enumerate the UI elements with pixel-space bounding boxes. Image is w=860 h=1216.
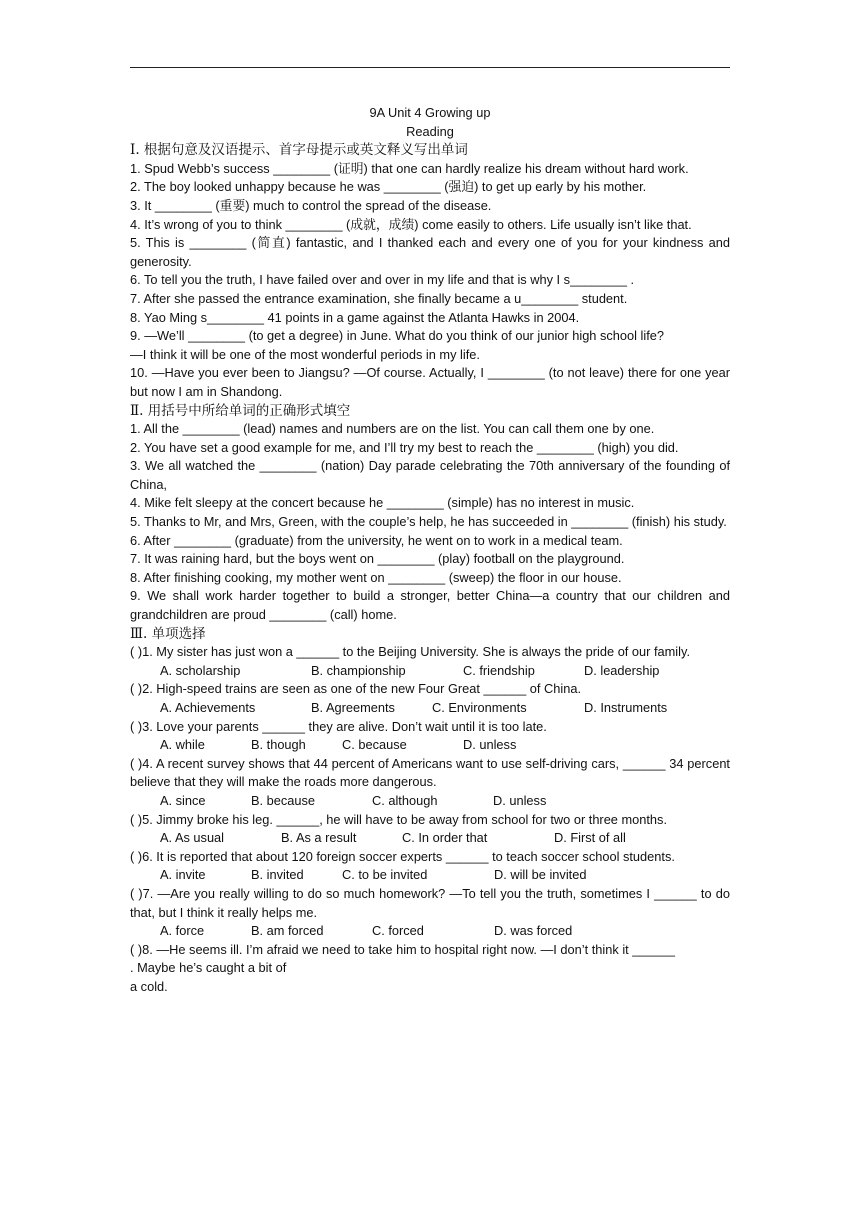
s2-question-8: 8. After finishing cooking, my mother went on ________ (sweep) the floor in our house. xyxy=(130,569,622,585)
section-1-heading: Ⅰ. 根据句意及汉语提示、首字母提示或英文释义写出单词 xyxy=(130,142,468,159)
option-d: D. will be invited xyxy=(494,867,587,883)
s2-question-1: 1. All the ________ (lead) names and numbers are on the list. You can call them one by one. xyxy=(130,421,655,437)
s2-question-6: 6. After ________ (graduate) from the university, he went on to work in a medical team. xyxy=(130,532,623,548)
document-subtitle: Reading xyxy=(406,123,454,139)
option-d: D. was forced xyxy=(494,923,573,939)
option-a: A. invite xyxy=(160,867,206,883)
s3-question-7: ( )7. —Are you really willing to do so much homework? —To tell you the truth, sometimes I ______ to do that, but I think it really helps me. xyxy=(130,885,730,920)
option-c: C. friendship xyxy=(463,662,535,678)
option-b: B. am forced xyxy=(251,923,324,939)
s1-question-4: 4. It’s wrong of you to think ________ (成就，成绩) come easily to others. Life usually isn’t like that. xyxy=(130,216,692,232)
s3-question-1-options xyxy=(130,662,730,681)
s1-question-3: 3. It ________ (重要) much to control the spread of the disease. xyxy=(130,197,492,213)
option-d: D. unless xyxy=(463,737,517,753)
s3-question-6: ( )6. It is reported that about 120 foreign soccer experts ______ to teach soccer school students. xyxy=(130,848,675,864)
option-d: D. leadership xyxy=(584,662,660,678)
option-a: A. Achievements xyxy=(160,700,256,715)
s1-question-9: 9. —We’ll ________ (to get a degree) in June. What do you think of our junior high school life? xyxy=(130,328,665,344)
option-a: A. As usual xyxy=(160,830,225,846)
option-a: A. force xyxy=(160,923,205,939)
option-b: B. though xyxy=(251,737,306,753)
option-b: B. championship xyxy=(311,662,406,678)
s1-question-8: 8. Yao Ming s________ 41 points in a game against the Atlanta Hawks in 2004. xyxy=(130,309,580,325)
option-c: C. to be invited xyxy=(342,867,428,883)
s1-question-5: 5. This is ________ (简直) fantastic, and I thanked each and every one of you for your kindness and generosity. xyxy=(130,235,730,269)
s2-question-2: 2. You have set a good example for me, and I’ll try my best to reach the ________ (high) you did. xyxy=(130,439,679,455)
s2-question-9: 9. We shall work harder together to build a stronger, better China—a country that our children and grandchildren are proud ________ (call) home. xyxy=(130,588,730,623)
s3-question-4: ( )4. A recent survey shows that 44 percent of Americans want to use self-driving cars, ______ 34 percent believe that they will make the roads more dangerous. xyxy=(130,755,730,790)
s3-question-3: ( )3. Love your parents ______ they are alive. Don’t wait until it is too late. xyxy=(130,718,547,734)
option-c: C. forced xyxy=(372,923,424,939)
s3-question-1: ( )1. My sister has just won a ______ to the Beijing University. She is always the pride of our family. xyxy=(130,644,690,660)
s3-question-3-options xyxy=(130,736,730,755)
s1-question-10: 10. —Have you ever been to Jiangsu? —Of course. Actually, I ________ (to not leave) there for one year but now I am in Shandong. xyxy=(130,365,730,399)
s1-question-6: 6. To tell you the truth, I have failed over and over in my life and that is why I s________ . xyxy=(130,272,635,288)
s2-question-3: 3. We all watched the ________ (nation) Day parade celebrating the 70th anniversary of the founding of China, xyxy=(130,458,730,492)
s3-question-8: ( )8. —He seems ill. I’m afraid we need to take him to hospital right now. —I don’t think it ______ . Maybe he’s caught a bit of xyxy=(130,941,675,976)
option-c: C. because xyxy=(342,737,407,753)
option-d: D. Instruments xyxy=(584,700,668,715)
s1-question-7: 7. After she passed the entrance examination, she finally became a u________ student. xyxy=(130,290,628,306)
option-b: B. because xyxy=(251,792,316,808)
s3-question-6-options xyxy=(130,866,730,885)
s2-question-5: 5. Thanks to Mr, and Mrs, Green, with the couple’s help, he has succeeded in ________ (finish) his study. xyxy=(130,514,727,530)
option-a: A. while xyxy=(160,737,205,753)
option-c: C. Environments xyxy=(432,700,527,715)
s3-question-7-options xyxy=(130,922,730,941)
s1-question-2: 2. The boy looked unhappy because he was ________ (强迫) to get up early by his mother. xyxy=(130,179,647,195)
s2-question-7: 7. It was raining hard, but the boys went on ________ (play) football on the playground. xyxy=(130,551,625,567)
s3-question-5: ( )5. Jimmy broke his leg. ______, he will have to be away from school for two or three months. xyxy=(130,811,668,827)
option-d: D. First of all xyxy=(554,830,626,846)
document-body xyxy=(130,104,730,997)
header-rule xyxy=(130,67,730,68)
s1-question-9-reply: —I think it will be one of the most wonderful periods in my life. xyxy=(130,346,480,362)
option-c: C. although xyxy=(372,792,438,808)
section-3-heading: Ⅲ. 单项选择 xyxy=(130,625,206,642)
option-a: A. since xyxy=(160,792,206,808)
option-b: B. As a result xyxy=(281,830,357,846)
option-b: B. Agreements xyxy=(311,700,395,715)
s3-question-5-options xyxy=(130,829,730,848)
option-b: B. invited xyxy=(251,867,304,883)
s1-question-1: 1. Spud Webb’s success ________ (证明) that one can hardly realize his dream without hard work. xyxy=(130,160,689,176)
s3-question-8-continuation: a cold. xyxy=(130,978,168,994)
option-d: D. unless xyxy=(493,792,547,808)
s2-question-4: 4. Mike felt sleepy at the concert because he ________ (simple) has no interest in music. xyxy=(130,495,635,511)
option-c: C. In order that xyxy=(402,830,488,846)
document-title: 9A Unit 4 Growing up xyxy=(369,105,491,120)
option-a: A. scholarship xyxy=(160,662,241,678)
s3-question-2-options xyxy=(130,699,730,718)
s3-question-2: ( )2. High-speed trains are seen as one of the new Four Great ______ of China. xyxy=(130,681,581,697)
section-2-heading: Ⅱ. 用括号中所给单词的正确形式填空 xyxy=(130,402,351,419)
s3-question-4-options xyxy=(130,792,730,811)
